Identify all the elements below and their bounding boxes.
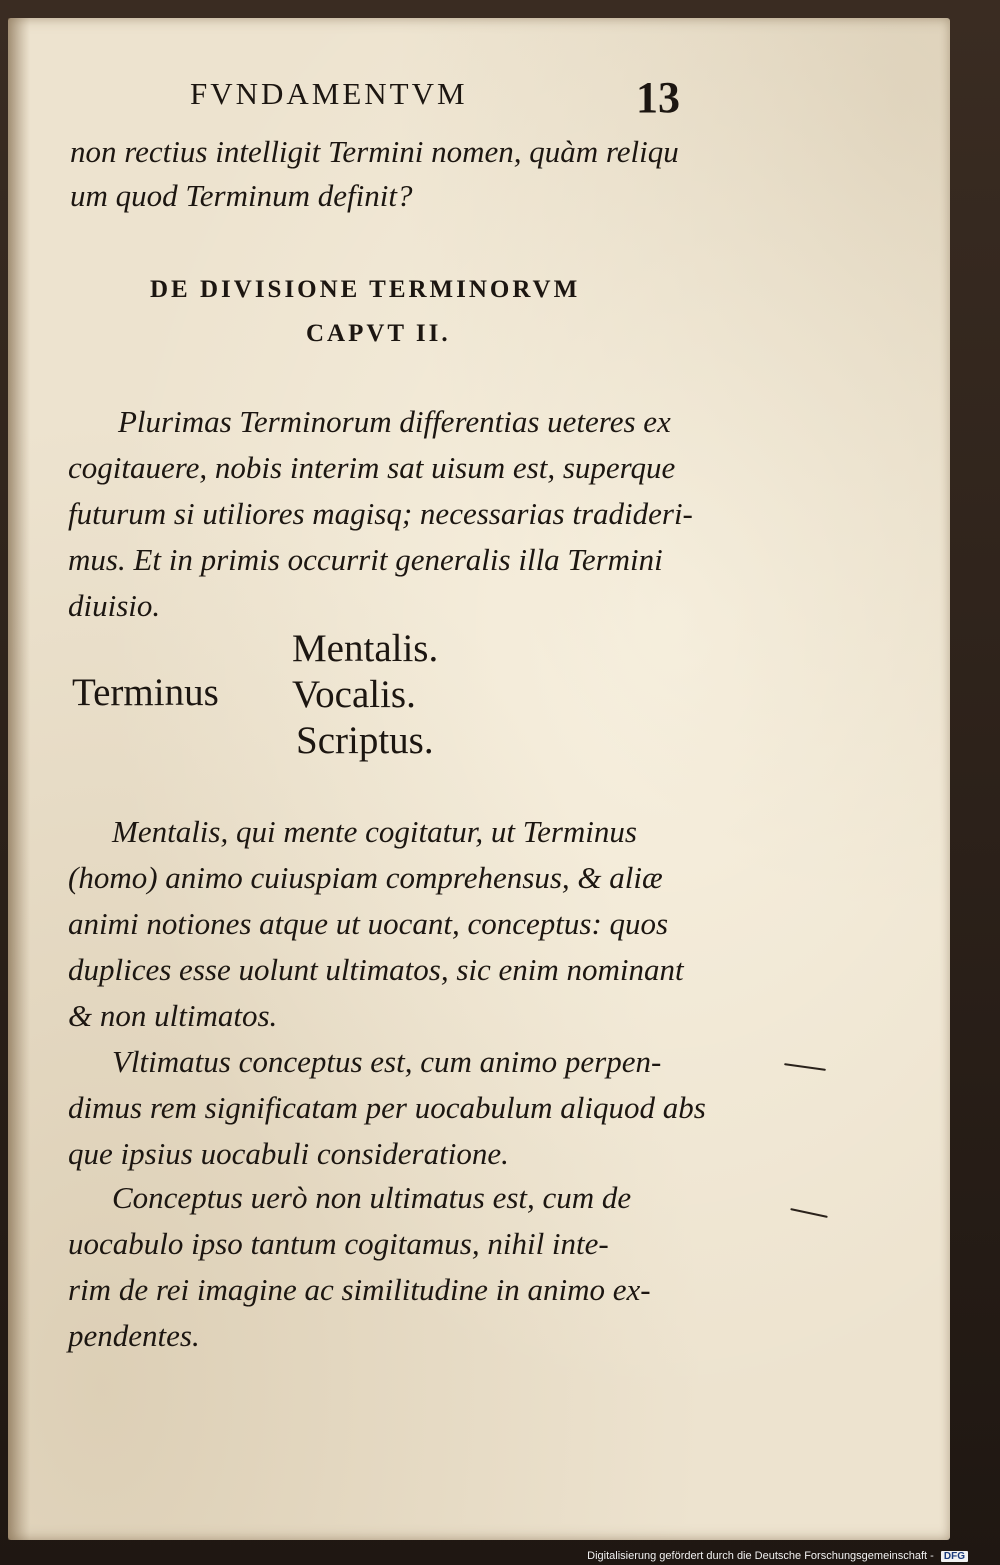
dfg-logo: DFG — [941, 1551, 968, 1562]
paragraph-line: rim de rei imagine ac similitudine in animo ex- — [68, 1272, 651, 1307]
book-page — [8, 18, 950, 1540]
continuation-line: um quod Terminum definit? — [70, 178, 413, 213]
paragraph-line: Mentalis, qui mente cogitatur, ut Terminus — [112, 814, 637, 849]
digitization-credit — [587, 1550, 968, 1562]
division-branch: Mentalis. — [292, 627, 439, 670]
running-title: FVNDAMENTVM — [190, 76, 468, 111]
paragraph-line: Vltimatus conceptus est, cum animo perpen- — [112, 1044, 662, 1079]
credit-text: Digitalisierung gefördert durch die Deutsche Forschungsgemeinschaft - — [587, 1550, 934, 1562]
paragraph-line: pendentes. — [68, 1318, 200, 1353]
paragraph-line: cogitauere, nobis interim sat uisum est, superque — [68, 450, 676, 485]
paragraph-line: Plurimas Terminorum differentias ueteres ex — [118, 404, 671, 439]
paragraph-line: (homo) animo cuiuspiam comprehensus, & aliæ — [68, 860, 663, 895]
page-gutter-shadow — [8, 18, 30, 1540]
division-branch: Vocalis. — [292, 673, 416, 716]
paragraph-line: mus. Et in primis occurrit generalis illa Termini — [68, 542, 663, 577]
division-term: Terminus — [72, 671, 219, 714]
division-branch: Scriptus. — [296, 719, 434, 762]
paragraph-line: & non ultimatos. — [68, 998, 278, 1033]
paragraph-line: futurum si utiliores magisq; necessarias tradideri- — [68, 496, 693, 531]
chapter-title: DE DIVISIONE TERMINORVM — [150, 276, 581, 303]
page-number: 13 — [636, 73, 680, 122]
paragraph-line: dimus rem significatam per uocabulum aliquod abs — [68, 1090, 706, 1125]
paragraph-line: Conceptus uerò non ultimatus est, cum de — [112, 1180, 632, 1215]
paragraph-line: diuisio. — [68, 588, 161, 623]
paragraph-line: que ipsius uocabuli consideratione. — [68, 1136, 509, 1171]
continuation-line: non rectius intelligit Termini nomen, quàm reliqu — [70, 134, 679, 169]
chapter-number: CAPVT II. — [306, 320, 451, 347]
paragraph-line: duplices esse uolunt ultimatos, sic enim nominant — [68, 952, 684, 987]
paragraph-line: animi notiones atque ut uocant, conceptus: quos — [68, 906, 669, 941]
paragraph-line: uocabulo ipso tantum cogitamus, nihil inte- — [68, 1226, 609, 1261]
